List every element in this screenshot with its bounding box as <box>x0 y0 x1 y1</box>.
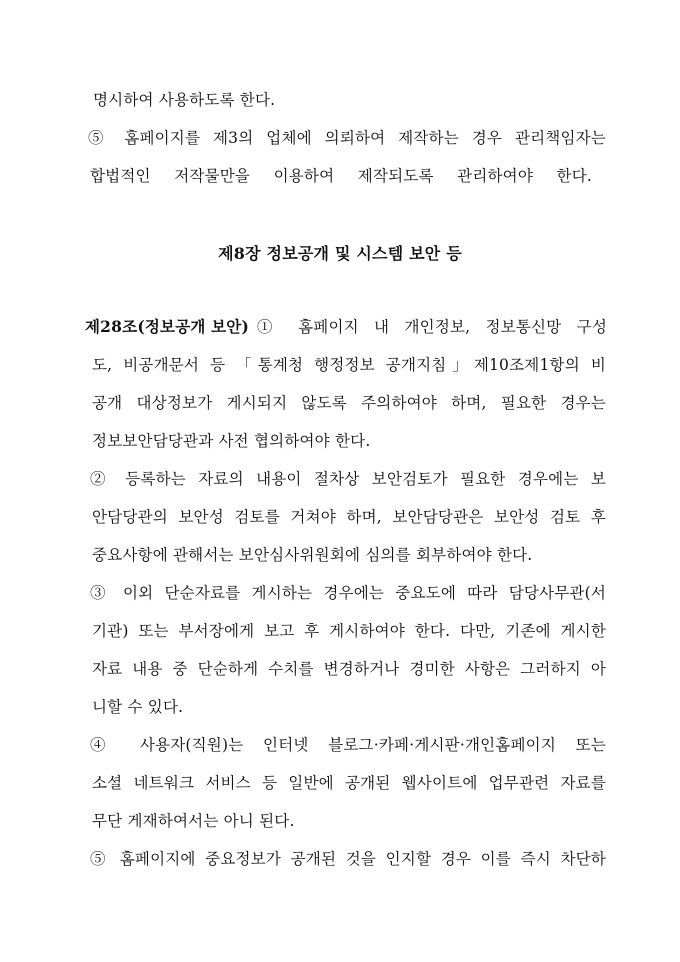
article-28-para-3-line-2: 기관) 또는 부서장에게 보고 후 게시하여야 한다. 다만, 기존에 게시한 <box>92 622 606 640</box>
article-28-para-2-line-2: 안담당관의 보안성 검토를 거쳐야 하며, 보안담당관은 보안성 검토 후 <box>92 508 606 526</box>
article-28-para-4-line-3: 무단 게재하여서는 아니 된다. <box>92 812 295 830</box>
article-28-para-3-line-1: ③ 이외 단순자료를 게시하는 경우에는 중요도에 따라 담당사무관(서 <box>90 584 606 602</box>
article-28-para-4-line-1: ④ 사용자(직원)는 인터넷 블로그·카페·게시판·개인홈페이지 또는 <box>90 736 606 754</box>
article-28-title: 제28조(정보공개 보안) <box>85 317 250 336</box>
article-28-line-3: 공개 대상정보가 게시되지 않도록 주의하여야 하며, 필요한 경우는 <box>92 394 606 412</box>
article-28-line-2: 도, 비공개문서 등 「통계청 행정정보 공개지침」제10조제1항의 비 <box>92 356 606 374</box>
paragraph-5-line-1: ⑤ 홈페이지를 제3의 업체에 의뢰하여 제작하는 경우 관리책임자는 <box>88 129 606 147</box>
article-28-para-3-line-4: 니할 수 있다. <box>92 698 184 716</box>
article-28-line-1 <box>85 316 607 338</box>
article-28-para-2-line-1: ② 등록하는 자료의 내용이 절차상 보안검토가 필요한 경우에는 보 <box>90 470 606 488</box>
article-28-para-2-line-3: 중요사항에 관해서는 보안심사위원회에 심의를 회부하여야 한다. <box>92 546 533 564</box>
article-28-para-4-line-2: 소셜 네트워크 서비스 등 일반에 공개된 웹사이트에 업무관련 자료를 <box>92 774 606 792</box>
text-line: 명시하여 사용하도록 한다. <box>93 91 276 109</box>
article-28-para-5-line-1: ⑤ 홈페이지에 중요정보가 공개된 것을 인지할 경우 이를 즉시 차단하 <box>90 850 606 868</box>
chapter-heading: 제8장 정보공개 및 시스템 보안 등 <box>218 244 462 263</box>
article-28-line-4: 정보보안담당관과 사전 협의하여야 한다. <box>92 432 371 450</box>
article-28-line-1-text: ① 홈페이지 내 개인정보, 정보통신망 구성 <box>257 318 607 336</box>
paragraph-5-line-2: 합법적인 저작물만을 이용하여 제작되도록 관리하여야 한다. <box>90 167 592 185</box>
article-28-para-3-line-3: 자료 내용 중 단순하게 수치를 변경하거나 경미한 사항은 그러하지 아 <box>92 660 606 678</box>
